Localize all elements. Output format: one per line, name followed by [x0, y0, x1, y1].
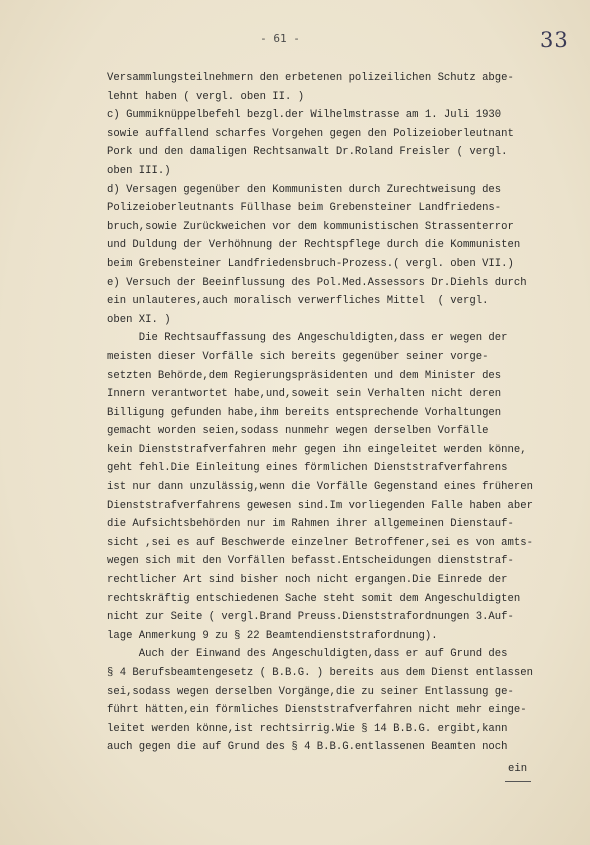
text-line: wegen sich mit den Vorfällen befasst.Entscheidungen dienststraf- — [107, 555, 514, 568]
text-line: ist nur dann unzulässig,wenn die Vorfälle Gegenstand eines früheren — [107, 481, 533, 494]
text-line: sicht ,sei es auf Beschwerde einzelner Betroffener,sei es von amts- — [107, 536, 533, 549]
text-line: auch gegen die auf Grund des § 4 B.B.G.entlassenen Beamten noch — [107, 741, 508, 754]
text-line: lehnt haben ( vergl. oben II. ) — [107, 90, 305, 103]
text-line: c) Gummiknüppelbefehl bezgl.der Wilhelmstrasse am 1. Juli 1930 — [107, 109, 502, 122]
text-line: beim Grebensteiner Landfriedensbruch-Prozess.( vergl. oben VII.) — [107, 257, 514, 270]
text-line: nicht zur Seite ( vergl.Brand Preuss.Dienststrafordnungen 3.Auf- — [107, 611, 514, 624]
text-line: Die Rechtsauffassung des Angeschuldigten,dass er wegen der — [107, 332, 508, 345]
text-line: oben XI. ) — [107, 313, 171, 326]
text-line: leitet werden könne,ist rechtsirrig.Wie § 14 B.B.G. ergibt,kann — [107, 722, 508, 735]
text-line: führt hätten,ein förmliches Dienststrafverfahren nicht mehr einge- — [107, 704, 527, 717]
text-line: gemacht worden seien,sodass nunmehr wegen derselben Vorfälle — [107, 425, 489, 438]
text-line: rechtlicher Art sind bisher noch nicht ergangen.Die Einrede der — [107, 574, 508, 587]
text-line: Billigung gefunden habe,ihm bereits entsprechende Vorhaltungen — [107, 406, 502, 419]
text-line: Polizeioberleutnants Füllhase beim Grebensteiner Landfriedens- — [107, 202, 502, 215]
text-line: lage Anmerkung 9 zu § 22 Beamtendienststrafordnung). — [107, 629, 438, 642]
text-line: setzten Behörde,dem Regierungspräsidenten und dem Minister des — [107, 369, 502, 382]
text-line: oben III.) — [107, 164, 171, 177]
text-line: bruch,sowie Zurückweichen vor dem kommunistischen Strassenterror — [107, 220, 514, 233]
text-line: geht fehl.Die Einleitung eines förmlichen Dienststrafverfahrens — [107, 462, 508, 475]
text-line: meisten dieser Vorfälle sich bereits gegenüber seiner vorge- — [107, 350, 489, 363]
text-line: § 4 Berufsbeamtengesetz ( B.B.G. ) bereits aus dem Dienst entlassen — [107, 667, 533, 679]
text-line: Pork und den damaligen Rechtsanwalt Dr.Roland Freisler ( vergl. — [107, 146, 508, 159]
text-line: rechtskräftig entschiedenen Sache steht somit dem Angeschuldigten — [107, 592, 521, 605]
text-line: e) Versuch der Beeinflussung des Pol.Med.Assessors Dr.Diehls durch — [107, 276, 527, 289]
body-text — [107, 69, 543, 757]
text-line: Dienststrafverfahrens gewesen sind.Im vorliegenden Falle haben aber — [107, 499, 533, 512]
text-line: Auch der Einwand des Angeschuldigten,dass er auf Grund des — [107, 648, 508, 661]
text-line: ein unlauteres,auch moralisch verwerfliches Mittel ( vergl. — [107, 295, 489, 308]
text-line: kein Dienststrafverfahren mehr gegen ihn eingeleitet werden könne, — [107, 443, 527, 456]
text-line: und Duldung der Verhöhnung der Rechtspflege durch die Kommunisten — [107, 239, 521, 252]
text-line: Innern verantwortet habe,und,soweit sein Verhalten nicht deren — [107, 388, 502, 401]
page-number: - 61 - — [260, 32, 300, 45]
catchword: ein — [508, 763, 528, 775]
text-line: sei,sodass wegen derselben Vorgänge,die zu seiner Entlassung ge- — [107, 685, 514, 698]
catchword-underline — [505, 781, 531, 782]
archive-page-number: 33 — [540, 28, 569, 52]
text-line: d) Versagen gegenüber den Kommunisten durch Zurechtweisung des — [107, 183, 502, 196]
text-line: Versammlungsteilnehmern den erbetenen polizeilichen Schutz abge- — [107, 72, 514, 84]
text-line: sowie auffallend scharfes Vorgehen gegen den Polizeioberleutnant — [107, 127, 514, 140]
text-line: die Aufsichtsbehörden nur im Rahmen ihrer allgemeinen Dienstauf- — [107, 518, 514, 531]
